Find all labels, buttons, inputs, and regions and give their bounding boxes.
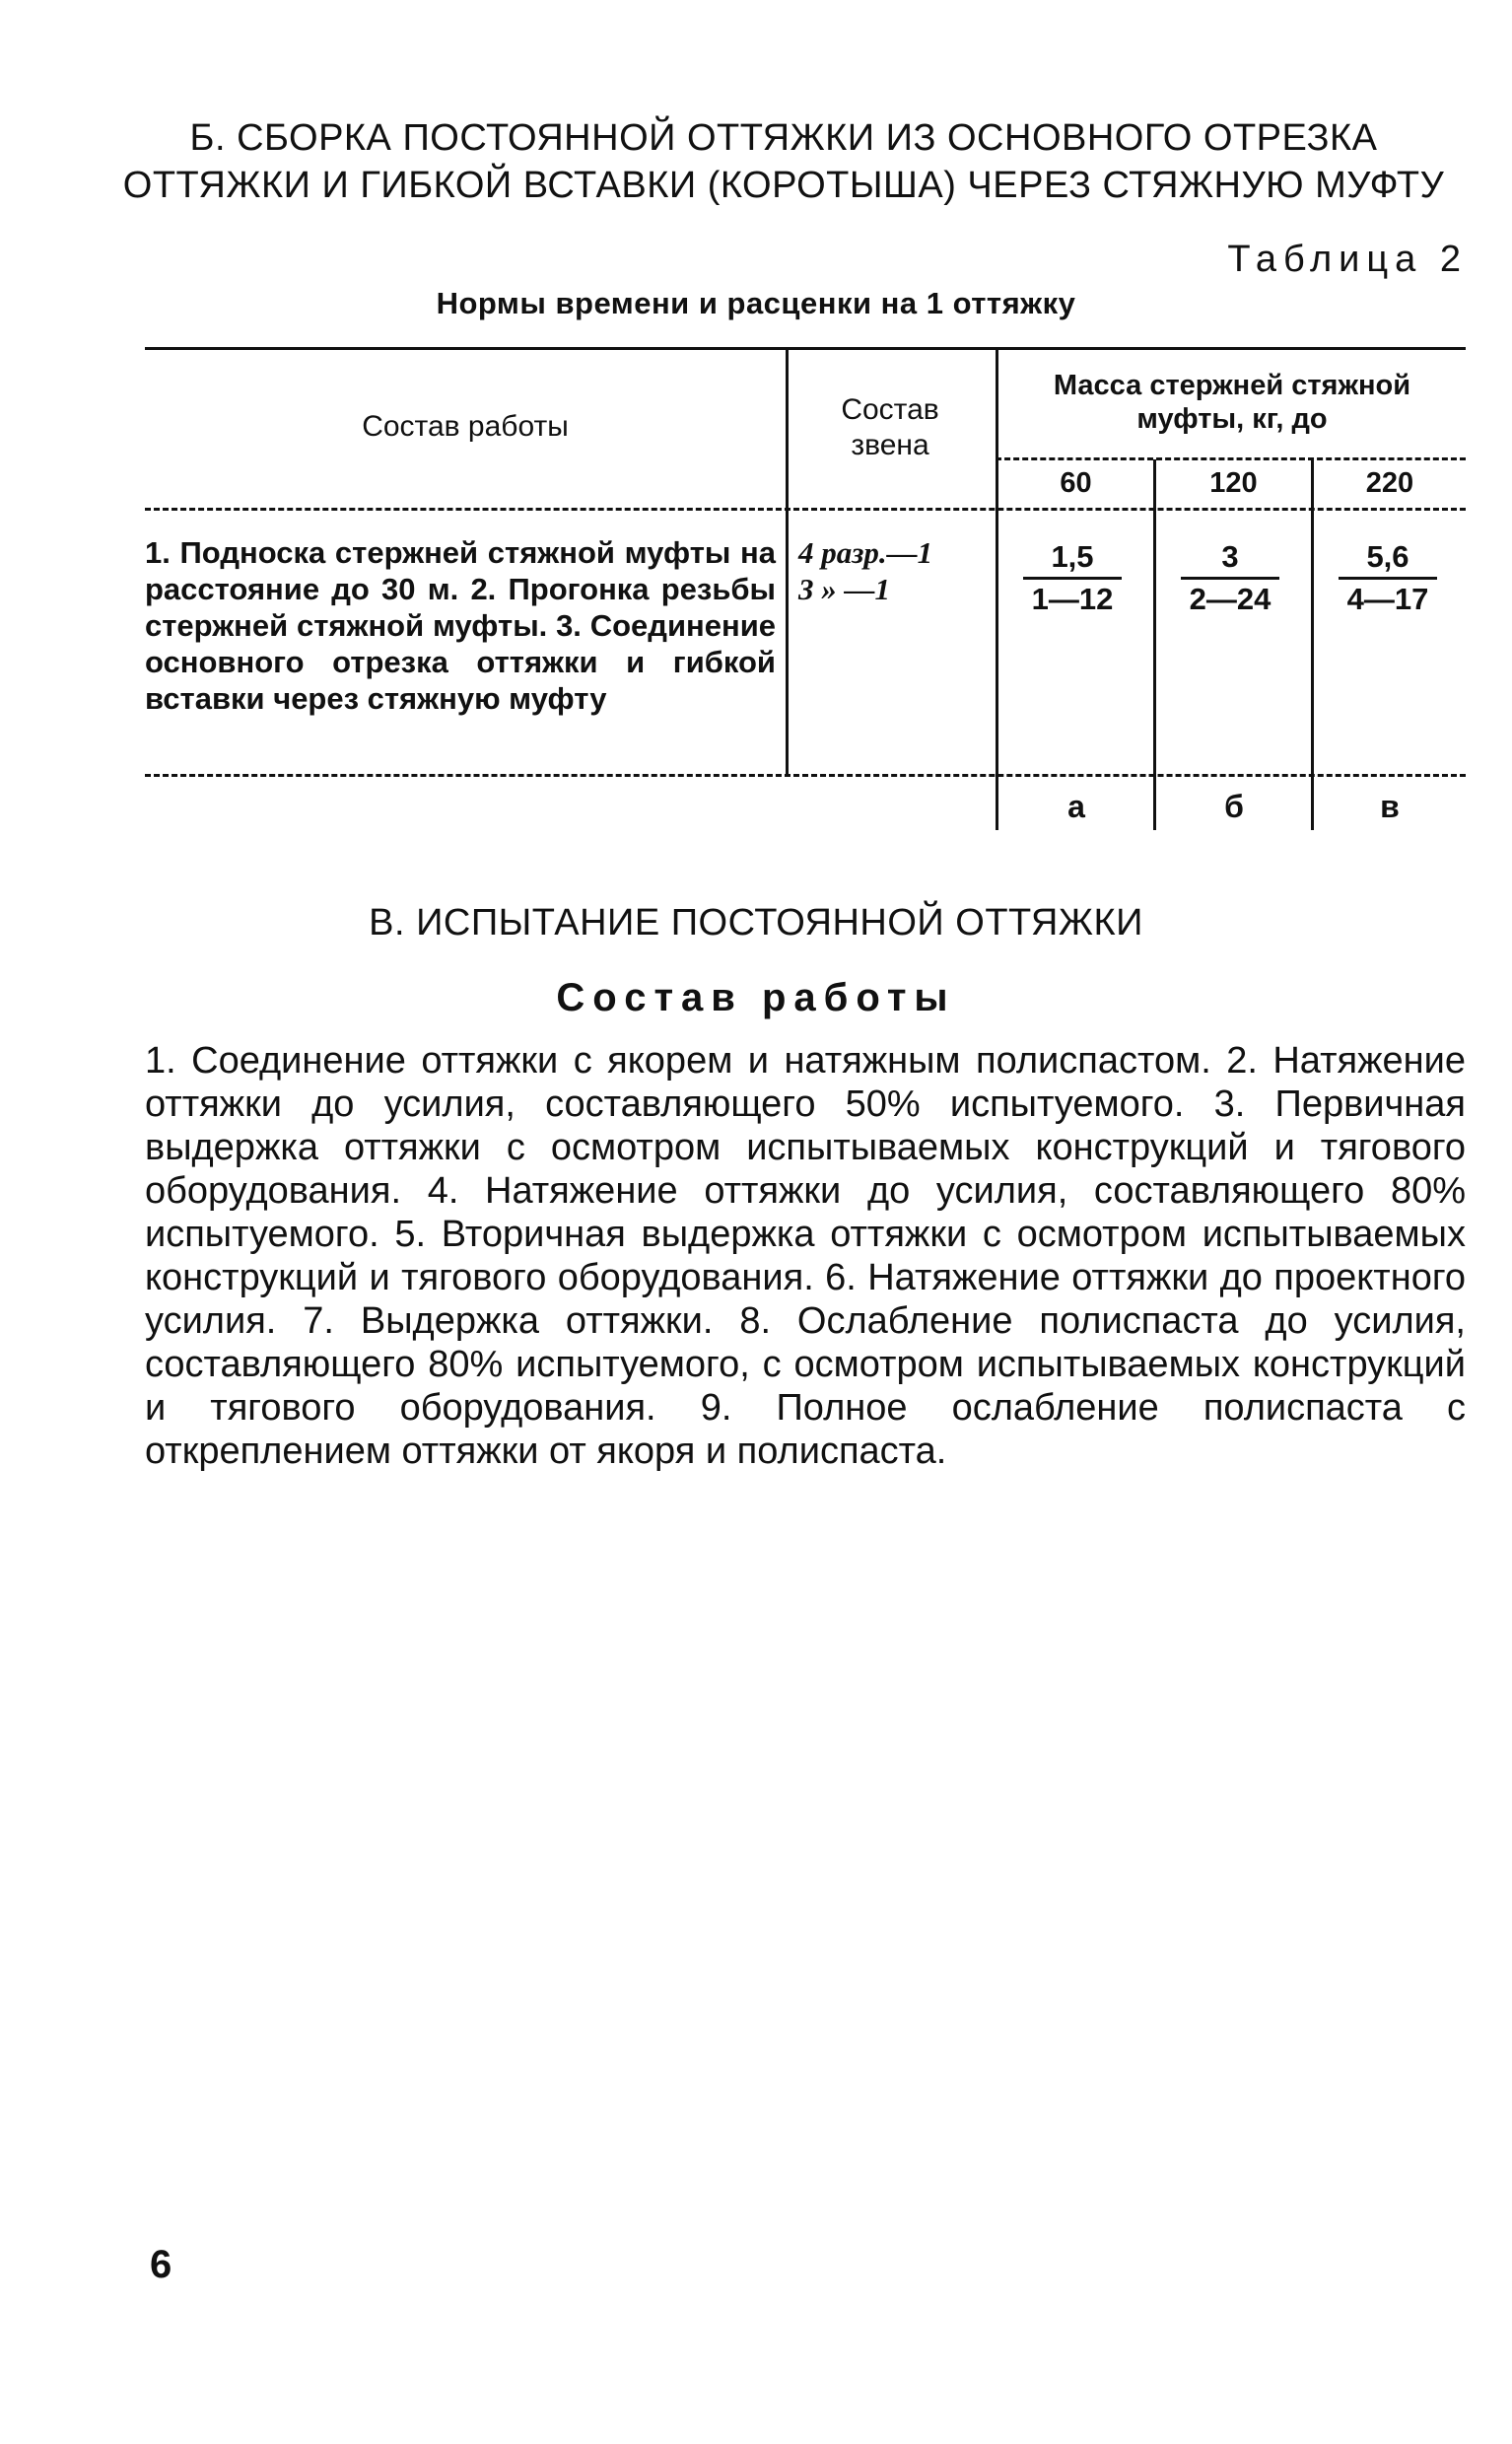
table-mass-subheader-rule <box>996 457 1466 460</box>
column-letter-b: б <box>1224 789 1244 824</box>
header-brigade: Состав звена <box>841 393 939 461</box>
row-work-description: 1. Подноска стержней стяжной муфты на расстояние до 30 м. 2. Прогонка резьбы стержней стяжной муфты. 3. Соединение основного отрезка оттяжки и гибкой вставки через стяжную муфту <box>145 535 776 716</box>
header-mass-220: 220 <box>1365 467 1414 499</box>
table-vline-brigade <box>996 349 998 830</box>
section-v-body: 1. Соединение оттяжки с якорем и натяжным полиспастом. 2. Натяжение оттяжки до усилия, составляющего 50% испытуемого. 3. Первичная выдержка оттяжки с осмотром испытываемых конструкций и тягового оборудования. 4. Натяжение оттяжки до усилия, составляющего 80% испытуемого. 5. Вторичная выдержка оттяжки с осмотром испытываемых конструкций и тягового оборудования. 6. Натяжение оттяжки до проектного усилия. 7. Выдержка оттяжки. 8. Ослабление полиспаста до усилия, составляющего 80% испытуемого, с осмотром испытываемых конструкций и тягового оборудования. 9. Полное ослабление полиспаста с откреплением оттяжки от якоря и полиспаста. <box>145 1040 1466 1472</box>
row-value-120 <box>1175 537 1285 619</box>
table-label: Таблица 2 <box>1227 239 1468 280</box>
row-value-220 <box>1333 537 1443 619</box>
table-vline-work <box>786 349 789 774</box>
row-norm-60: 1,5 <box>1023 537 1122 580</box>
table-vline-120 <box>1311 459 1314 830</box>
section-b-title-line2: ОТТЯЖКИ И ГИБКОЙ ВСТАВКИ (КОРОТЫША) ЧЕРЕЗ СТЯЖНУЮ МУФТУ <box>122 165 1445 206</box>
row-rate-60: 1—12 <box>1031 582 1114 616</box>
header-mass-60: 60 <box>1060 467 1092 499</box>
column-letter-a: а <box>1067 789 1085 824</box>
row-rate-220: 4—17 <box>1346 582 1429 616</box>
row-brigade-line2: 3 » —1 <box>798 572 890 606</box>
header-mass-120: 120 <box>1209 467 1258 499</box>
table-vline-60 <box>1153 459 1156 830</box>
row-value-60 <box>1017 537 1128 619</box>
row-brigade <box>798 534 996 607</box>
row-rate-120: 2—24 <box>1189 582 1271 616</box>
table-top-rule <box>145 347 1466 350</box>
section-v-title: В. ИСПЫТАНИЕ ПОСТОЯННОЙ ОТТЯЖКИ <box>369 902 1143 943</box>
table-header-bottom-rule <box>145 508 1466 511</box>
header-mass: Масса стержней стяжной муфты, кг, до <box>1053 370 1411 435</box>
row-brigade-line1: 4 разр.—1 <box>798 535 933 570</box>
row-norm-220: 5,6 <box>1339 537 1437 580</box>
page-number: 6 <box>150 2243 172 2286</box>
row-norm-120: 3 <box>1181 537 1279 580</box>
table-bottom-rule <box>145 774 1466 777</box>
section-b-title-line1: Б. СБОРКА ПОСТОЯННОЙ ОТТЯЖКИ ИЗ ОСНОВНОГО ОТРЕЗКА <box>189 117 1378 159</box>
header-work: Состав работы <box>362 410 569 443</box>
section-v-subtitle: Состав работы <box>556 976 956 1019</box>
column-letter-v: в <box>1380 789 1400 824</box>
table-caption: Нормы времени и расценки на 1 оттяжку <box>436 286 1076 320</box>
